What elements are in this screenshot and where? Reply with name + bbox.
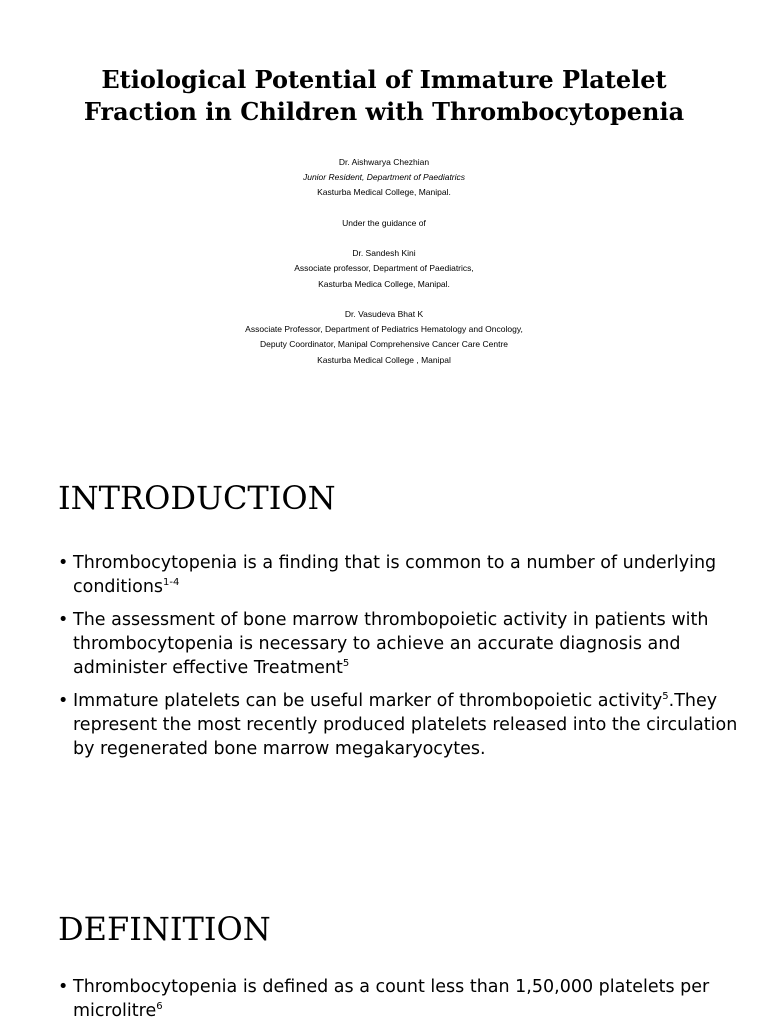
guide1-name: Dr. Sandesh Kini [352, 248, 416, 259]
list-item [58, 975, 748, 1023]
citation-superscript: 5 [662, 691, 669, 703]
citation-superscript: 1-4 [163, 577, 180, 589]
title-slide [0, 0, 768, 420]
guide1-role: Associate professor, Department of Paediatrics, [294, 263, 474, 274]
citation-superscript: 6 [156, 1001, 163, 1013]
definition-heading: DEFINITION [58, 910, 271, 948]
list-item [58, 551, 748, 599]
title-line-1: Etiological Potential of Immature Platelet [101, 65, 667, 94]
definition-bullet-list [58, 975, 748, 1032]
title-line-2: Fraction in Children with Thrombocytopenia [83, 97, 685, 126]
spacer [0, 292, 768, 307]
credits-block [0, 155, 768, 368]
guide2-name: Dr. Vasudeva Bhat K [344, 308, 424, 319]
spacer [0, 201, 768, 216]
guide1-college: Kasturba Medica College, Manipal. [318, 278, 450, 289]
guide2-role: Associate Professor, Department of Pediatrics Hematology and Oncology, [245, 324, 523, 335]
introduction-bullet-list [58, 551, 748, 770]
bullet-text: Thrombocytopenia is a finding that is common to a number of underlying conditions [73, 553, 717, 597]
spacer [0, 231, 768, 246]
document-title [0, 64, 768, 128]
guide2-role-2: Deputy Coordinator, Manipal Comprehensive Cancer Care Centre [259, 339, 509, 350]
list-item [58, 689, 748, 761]
author-college: Kasturba Medical College, Manipal. [317, 187, 451, 198]
bullet-tail: .They represent the most recently produced platelets released into the circulation by regenerated bone marrow megakaryocytes. [73, 691, 738, 759]
bullet-text: Thrombocytopenia is defined as a count less than 1,50,000 platelets per microlitre [73, 977, 710, 1021]
author-role: Junior Resident, Department of Paediatrics [302, 172, 466, 183]
bullet-text: Immature platelets can be useful marker of thrombopoietic activity [73, 691, 663, 711]
bullet-text: The assessment of bone marrow thrombopoietic activity in patients with thrombocytopenia is necessary to achieve an accurate diagnosis and administer effective Treatment [73, 610, 709, 678]
citation-superscript: 5 [342, 658, 350, 670]
author-name: Dr. Aishwarya Chezhian [338, 157, 430, 167]
guidance-label: Under the guidance of [342, 217, 426, 228]
introduction-heading: INTRODUCTION [58, 479, 336, 517]
guide2-college: Kasturba Medical College , Manipal [317, 354, 451, 365]
list-item [58, 608, 748, 680]
